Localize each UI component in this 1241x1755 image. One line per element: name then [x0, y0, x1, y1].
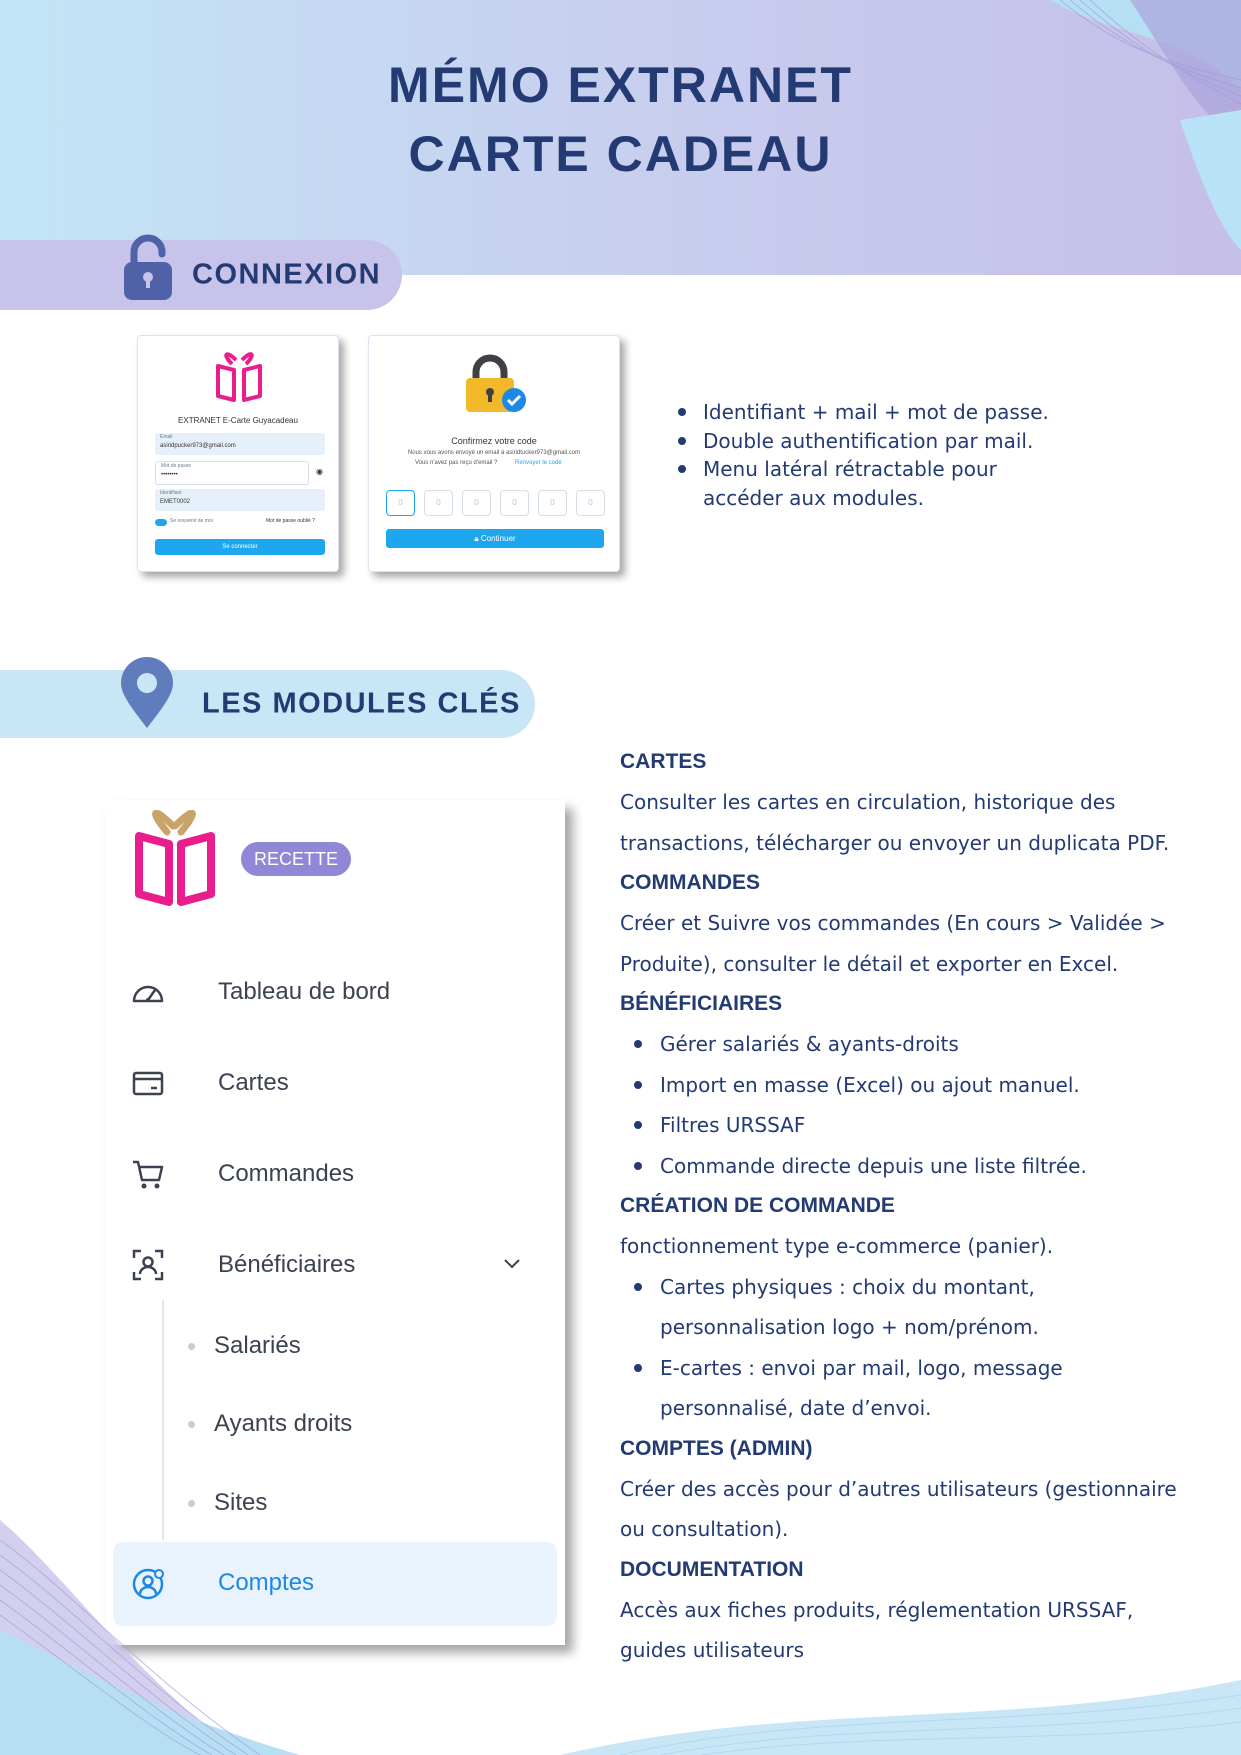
sidebar-subitem-label: Ayants droits	[214, 1410, 353, 1437]
login-bullet: Identifiant + mail + mot de passe.	[675, 398, 1095, 427]
module-text: Accès aux fiches produits, réglementation URSSAF,	[620, 1597, 1134, 1622]
module-text: Créer des accès pour d’autres utilisateurs (gestionnaire	[620, 1476, 1177, 1501]
remember-toggle[interactable]	[155, 519, 167, 526]
module-title-commandes: COMMANDES	[620, 871, 760, 894]
login-screenshot	[137, 335, 339, 572]
otp-line1: Nous vous avons envoyé un email à asiridtucker973@gmail.com	[407, 450, 581, 456]
chevron-down-icon[interactable]	[503, 1258, 521, 1270]
otp-digit-1[interactable]: 0	[386, 490, 415, 516]
gift-logo-icon	[133, 810, 217, 906]
card-icon	[131, 1066, 165, 1100]
module-bullet: Import en masse (Excel) ou ajout manuel.	[620, 1065, 1180, 1106]
module-title-comptes: COMPTES (ADMIN)	[620, 1436, 813, 1460]
password-field[interactable]	[155, 461, 309, 485]
module-text: guides utilisateurs	[620, 1638, 805, 1662]
module-title-documentation: DOCUMENTATION	[620, 1557, 804, 1581]
recette-badge: RECETTE	[241, 842, 351, 876]
section-modules-label: LES MODULES CLÉS	[202, 687, 521, 720]
continue-label: Continuer	[480, 534, 516, 543]
continue-button[interactable]	[386, 529, 604, 548]
continue-lock-icon: 🔒︎	[474, 534, 481, 543]
section-modules	[0, 670, 535, 738]
resend-code-link[interactable]: Renvoyer le code	[515, 460, 562, 466]
module-text: transactions, télécharger ou envoyer un duplicata PDF.	[620, 830, 1170, 855]
otp-digit-3[interactable]: 0	[462, 490, 491, 516]
id-value: EMET0002	[160, 499, 191, 505]
login-bullet-continuation: accéder aux modules.	[703, 485, 924, 510]
sidebar-subitem-label: Sites	[214, 1489, 268, 1516]
email-field[interactable]	[155, 433, 325, 455]
sidebar-item-commandes[interactable]	[105, 1131, 565, 1215]
sidebar-item-beneficiaires[interactable]	[105, 1222, 565, 1306]
lock-verified-icon	[462, 354, 528, 416]
remember-label: Se souvenir de moi	[170, 518, 213, 524]
location-pin-icon	[118, 656, 176, 730]
user-scan-icon	[131, 1248, 165, 1282]
module-bullet-continuation: personnalisation logo + nom/prénom.	[660, 1315, 1039, 1339]
login-bullets	[675, 398, 1095, 512]
section-connexion-label: CONNEXION	[192, 258, 382, 291]
otp-line2: Vous n'avez pas reçu d'email ?	[415, 460, 498, 466]
show-password-eye-icon[interactable]: ◉	[316, 467, 323, 476]
module-text: Consulter les cartes en circulation, historique des	[620, 790, 1116, 814]
module-title-cartes: CARTES	[620, 750, 707, 773]
module-text: Créer et Suivre vos commandes (En cours > Validée >	[620, 911, 1166, 935]
title-line-1: MÉMO EXTRANET	[388, 57, 853, 113]
module-bullet-continuation: personnalisé, date d’envoi.	[660, 1396, 932, 1420]
password-label: Mot de passe	[161, 463, 192, 469]
login-title: EXTRANET E-Carte Guyacadeau	[178, 416, 298, 425]
otp-digit-5[interactable]: 0	[538, 490, 567, 516]
title-line-2: CARTE CADEAU	[408, 126, 833, 182]
sidebar-item-cartes[interactable]	[105, 1040, 565, 1124]
sidebar-subitem-ayants-droits[interactable]	[105, 1390, 565, 1460]
sidebar-item-label: Cartes	[218, 1069, 289, 1096]
footer-background	[0, 1480, 1241, 1755]
password-value: ••••••••	[161, 472, 178, 478]
module-text: ou consultation).	[620, 1517, 789, 1541]
section-connexion	[0, 240, 402, 310]
module-bullet: Gérer salariés & ayants-droits	[620, 1024, 1180, 1065]
cart-icon	[131, 1157, 165, 1191]
otp-digit-6[interactable]: 0	[576, 490, 605, 516]
otp-digit-4[interactable]: 0	[500, 490, 529, 516]
email-label: Email	[160, 434, 173, 440]
login-bullet: Menu latéral rétractable pour	[675, 455, 1095, 484]
module-title-creation: CRÉATION DE COMMANDE	[620, 1194, 895, 1217]
bullet-dot	[188, 1421, 195, 1428]
module-bullet: Commande directe depuis une liste filtrée.	[620, 1146, 1180, 1187]
login-bullet: Double authentification par mail.	[675, 427, 1095, 456]
gift-logo-icon	[214, 350, 264, 402]
id-label: Identifiant	[160, 490, 182, 496]
module-title-beneficiaires: BÉNÉFICIAIRES	[620, 992, 783, 1015]
sidebar-subitem-label: Salariés	[214, 1332, 301, 1359]
identifiant-field[interactable]	[155, 489, 325, 511]
dashboard-gauge-icon	[131, 975, 165, 1009]
otp-title: Confirmez votre code	[451, 436, 537, 446]
bullet-dot	[188, 1343, 195, 1350]
sidebar-item-label: Bénéficiaires	[218, 1251, 356, 1278]
sidebar-item-label: Commandes	[218, 1160, 355, 1187]
module-bullet: Filtres URSSAF	[620, 1105, 1180, 1146]
otp-screenshot	[368, 335, 620, 572]
forgot-password-link[interactable]: Mot de passe oublié ?	[266, 518, 315, 524]
sidebar-item-label: Tableau de bord	[218, 978, 391, 1005]
email-value: asiridpucker973@gmail.com	[160, 443, 236, 449]
module-bullet: Cartes physiques : choix du montant,	[620, 1267, 1180, 1308]
padlock-icon	[120, 232, 176, 302]
sidebar-subitem-salaries[interactable]	[105, 1312, 565, 1382]
module-bullet: E-cartes : envoi par mail, logo, message	[620, 1348, 1180, 1389]
otp-digit-2[interactable]: 0	[424, 490, 453, 516]
login-button[interactable]: Se connecter	[155, 539, 325, 555]
module-text: fonctionnement type e-commerce (panier).	[620, 1234, 1054, 1258]
sidebar-item-label: Comptes	[218, 1569, 315, 1596]
sidebar-item-tableau-de-bord[interactable]	[105, 950, 565, 1034]
module-text: Produite), consulter le détail et exporter en Excel.	[620, 951, 1119, 976]
